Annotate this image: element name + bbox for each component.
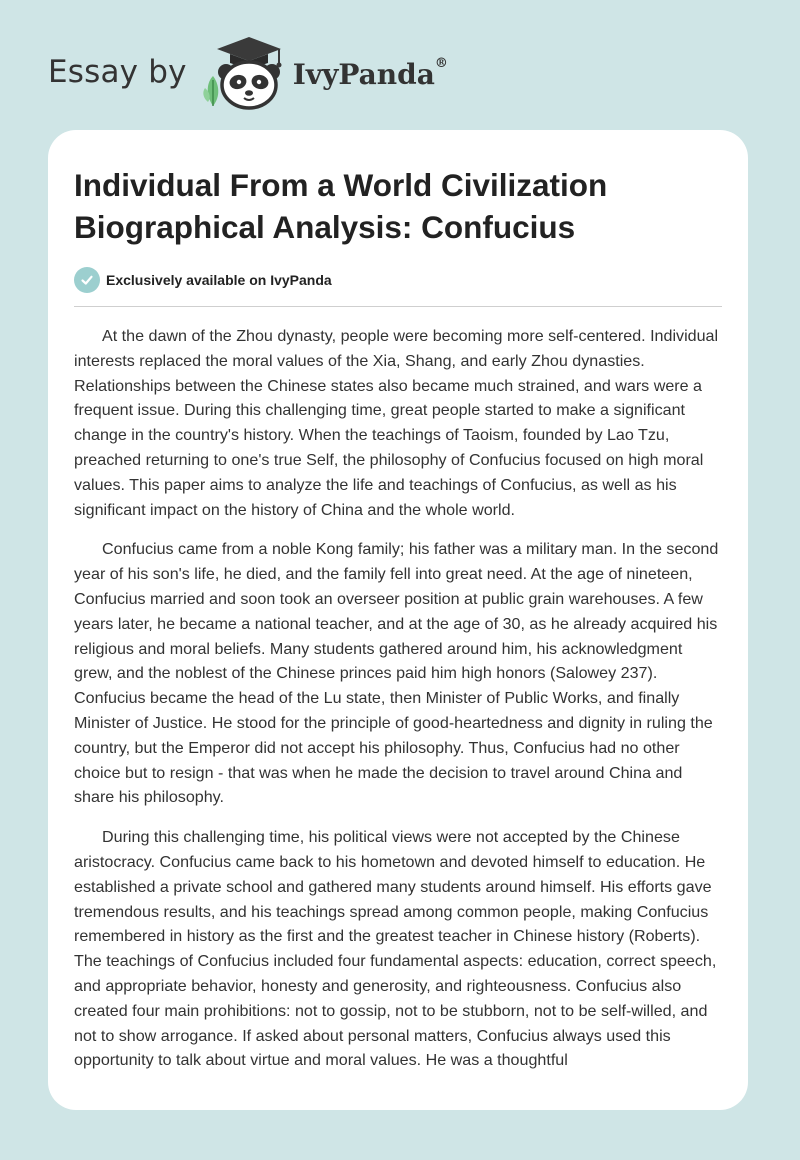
site-header (48, 32, 448, 112)
essay-by-label: Essay by (48, 54, 187, 90)
article-body (74, 324, 722, 1073)
exclusive-badge (74, 266, 722, 294)
exclusive-badge-label: Exclusively available on IvyPanda (106, 272, 332, 288)
article-card (48, 130, 748, 1110)
paragraph: Confucius came from a noble Kong family; his father was a military man. In the second year of his son's life, he died, and the family fell into great need. At the age of nineteen, Confucius married and soon took an overseer position at public grain warehouses. A few years later, he became a national teacher, and at the age of 30, as he already acquired his religious and moral beliefs. Many students gathered around him, his acknowledgment grew, and the noblest of the Chinese princes paid him high honors (Salowey 237). Confucius became the head of the Lu state, then Minister of Public Works, and finally Minister of Justice. He stood for the principle of good-heartedness and dignity in ruling the country, but the Emperor did not accept his philosophy. Thus, Confucius had no other choice but to resign - that was when he made the decision to travel around China and share his philosophy. (74, 540, 719, 807)
panda-logo-icon[interactable] (199, 32, 291, 112)
registered-mark: ® (434, 56, 448, 72)
check-icon (74, 267, 100, 293)
brand-name[interactable] (293, 58, 448, 91)
paragraph: At the dawn of the Zhou dynasty, people were becoming more self-centered. Individual interests replaced the moral values of the Xia, Shang, and early Zhou dynasties. Relationships between the Chinese states also became much strained, and wars were a frequent issue. During this challenging time, great people started to make a significant change in the country's history. When the teachings of Taoism, founded by Lao Tzu, preached returning to one's true Self, the philosophy of Confucius focused on high moral values. This paper aims to analyze the life and teachings of Confucius, as well as his significant impact on the history of China and the whole world. (74, 327, 719, 519)
page-title: Individual From a World Civilization Biographical Analysis: Confucius (74, 167, 608, 245)
brand-name-text: IvyPanda (292, 57, 435, 91)
leaf-icon (203, 76, 218, 106)
paragraph: During this challenging time, his political views were not accepted by the Chinese aristocracy. Confucius came back to his hometown and devoted himself to education. He established a private school and gathered many students around himself. His efforts gave tremendous results, and his teachings spread among common people, making Confucius remembered in history as the first and the greatest teacher in Chinese history (Roberts). The teachings of Confucius included four fundamental aspects: education, correct speech, and appropriate behavior, honesty and generosity, and righteousness. Confucius also created four main prohibitions: not to gossip, not to be stubborn, not to be self-willed, and not to show arrogance. If asked about personal matters, Confucius always used this opportunity to talk about virtue and moral values. He was a thoughtful (74, 828, 717, 1070)
panda-head-icon (218, 62, 280, 108)
divider (74, 306, 722, 307)
